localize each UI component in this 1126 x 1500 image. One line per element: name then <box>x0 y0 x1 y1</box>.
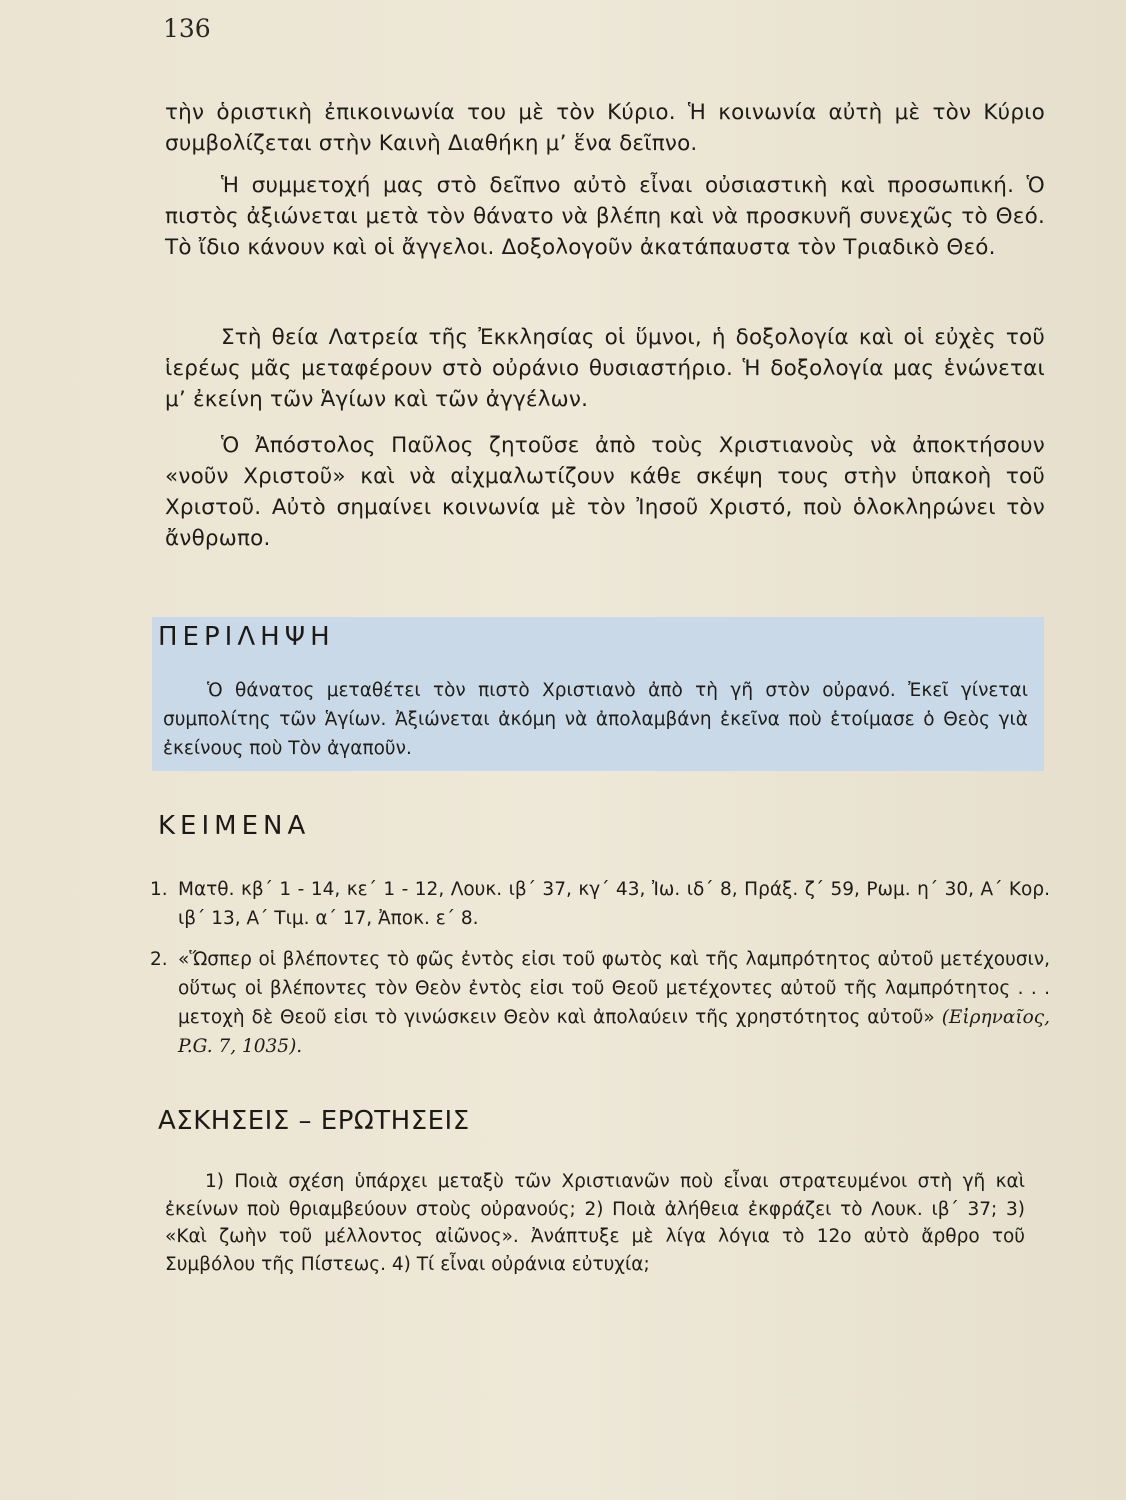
item-number: 1. <box>150 879 168 900</box>
item-text: Ματθ. κβ΄ 1 - 14, κε΄ 1 - 12, Λουκ. ιβ΄ 37, κγ΄ 43, Ἰω. ιδ΄ 8, Πράξ. ζ΄ 59, Ρωμ. η΄ 30, Α΄ Κορ. ιβ΄ 13, Α΄ Τιμ. α΄ 17, Ἀποκ. ε΄ 8. <box>178 879 1050 929</box>
body-paragraph-4: Ὁ Ἀπόστολος Παῦλος ζητοῦσε ἀπὸ τοὺς Χριστιανοὺς νὰ ἀποκτήσουν «νοῦν Χριστοῦ» καὶ νὰ αἰχμαλωτίζουν κάθε σκέψη τους στὴν ὑπακοὴ τοῦ Χριστοῦ. Αὐτὸ σημαίνει κοινωνία μὲ τὸν Ἰησοῦ Χριστό, ποὺ ὁλοκληρώνει τὸν ἄνθρωπο. <box>165 433 1045 551</box>
summary-text: Ὁ θάνατος μεταθέτει τὸν πιστὸ Χριστιανὸ ἀπὸ τὴ γῆ στὸν οὐρανό. Ἐκεῖ γίνεται συμπολίτης τῶν Ἁγίων. Ἀξιώνεται ἀκόμη νὰ ἀπολαμβάνη ἐκεῖνα ποὺ ἑτοίμασε ὁ Θεὸς γιὰ ἐκείνους ποὺ Τὸν ἀγαποῦν. <box>163 680 1028 759</box>
list-item <box>150 945 1050 1061</box>
list-item <box>150 875 1050 933</box>
item-number: 2. <box>150 949 168 970</box>
item-text: «Ὥσπερ οἱ βλέποντες τὸ φῶς ἐντὸς εἰσι τοῦ φωτὸς καὶ τῆς λαμπρότητος αὐτοῦ μετέχουσιν, οὕτως οἱ βλέποντες τὸν Θεὸν ἐντὸς εἰσι τοῦ Θεοῦ μετέχοντες αὐτοῦ τῆς λαμπρότητος . . . μετοχὴ δὲ Θεοῦ εἰσι τὸ γινώσκειν Θεὸν καὶ ἀπολαύειν τῆς χρηστότητος αὐτοῦ» <box>178 949 1050 1028</box>
summary-heading: ΠΕΡΙΛΗΨΗ <box>158 622 335 652</box>
texts-heading: ΚΕΙΜΕΝΑ <box>158 811 311 841</box>
body-paragraph-1: τὴν ὁριστικὴ ἐπικοινωνία του μὲ τὸν Κύριο. Ἡ κοινωνία αὐτὴ μὲ τὸν Κύριο συμβολίζεται στὴν Καινὴ Διαθήκη μ’ ἕνα δεῖπνο. <box>165 100 1045 156</box>
item-citation: (Εἰρηναῖος, P.G. 7, 1035). <box>178 1007 1050 1057</box>
page-number: 136 <box>163 14 211 43</box>
body-paragraph-2: Ἡ συμμετοχή μας στὸ δεῖπνο αὐτὸ εἶναι οὐσιαστικὴ καὶ προσωπική. Ὁ πιστὸς ἀξιώνεται μετὰ τὸν θάνατο νὰ βλέπη καὶ νὰ προσκυνῆ συνεχῶς τὸ Θεό. Τὸ ἴδιο κάνουν καὶ οἱ ἄγγελοι. Δοξολογοῦν ἀκατάπαυστα τὸν Τριαδικὸ Θεό. <box>165 173 1045 260</box>
exercises-text: 1) Ποιὰ σχέση ὑπάρχει μεταξὺ τῶν Χριστιανῶν ποὺ εἶναι στρατευμένοι στὴ γῆ καὶ ἐκείνων ποὺ θριαμβεύουν στοὺς οὐρανούς; 2) Ποιὰ ἀλήθεια ἐκφράζει τὸ Λουκ. ιβ΄ 37; 3) «Καὶ ζωὴν τοῦ μέλλοντος αἰῶνος». Ἀνάπτυξε μὲ λίγα λόγια τὸ 12ο αὐτὸ ἄρθρο τοῦ Συμβόλου τῆς Πίστεως. 4) Τί εἶναι οὐράνια εὐτυχία; <box>165 1171 1025 1275</box>
body-paragraph-3: Στὴ θεία Λατρεία τῆς Ἐκκλησίας οἱ ὕμνοι, ἡ δοξολογία καὶ οἱ εὐχὲς τοῦ ἱερέως μᾶς μεταφέρουν στὸ οὐράνιο θυσιαστήριο. Ἡ δοξολογία μας ἑνώνεται μ’ ἐκείνη τῶν Ἁγίων καὶ τῶν ἀγγέλων. <box>165 325 1045 412</box>
exercises-heading: ΑΣΚΗΣΕΙΣ – ΕΡΩΤΗΣΕΙΣ <box>158 1106 470 1136</box>
texts-list <box>150 875 1050 1073</box>
